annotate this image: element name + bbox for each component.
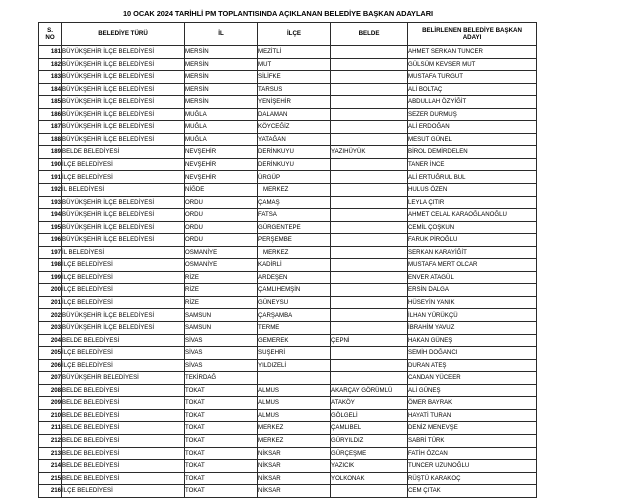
cell-belde [331,83,408,96]
cell-ilce: GÜRGENTEPE [258,221,331,234]
cell-belde [331,209,408,222]
cell-sno: 213 [39,447,62,460]
table-row [39,83,537,96]
cell-belediye-turu: BELDE BELEDİYESİ [62,460,185,473]
cell-aday: DURAN ATEŞ [408,359,537,372]
cell-belediye-turu: İLÇE BELEDİYESİ [62,296,185,309]
column-header-sno-line1: S. [47,26,53,34]
table-row [39,221,537,234]
cell-aday: CEMİL ÇOŞKUN [408,221,537,234]
cell-belediye-turu: BÜYÜKŞEHİR İLÇE BELEDİYESİ [62,96,185,109]
cell-aday: MUSTAFA MERT OLCAR [408,259,537,272]
cell-il: SİVAS [185,347,258,360]
cell-il: TOKAT [185,472,258,485]
cell-il: ORDU [185,234,258,247]
cell-belediye-turu: İL BELEDİYESİ [62,246,185,259]
cell-belde [331,372,408,385]
cell-sno: 186 [39,108,62,121]
table-row [39,58,537,71]
cell-aday: İBRAHİM YAVUZ [408,322,537,335]
cell-belediye-turu: İLÇE BELEDİYESİ [62,359,185,372]
cell-aday: ALİ GÜNEŞ [408,384,537,397]
cell-belediye-turu: İLÇE BELEDİYESİ [62,259,185,272]
cell-belediye-turu: BÜYÜKŞEHİR İLÇE BELEDİYESİ [62,83,185,96]
cell-belediye-turu: BELDE BELEDİYESİ [62,384,185,397]
cell-aday: AHMET SERKAN TUNCER [408,46,537,59]
cell-il: OSMANİYE [185,259,258,272]
cell-sno: 202 [39,309,62,322]
table-row [39,447,537,460]
cell-belde [331,259,408,272]
cell-belde [331,158,408,171]
cell-belediye-turu: BELDE BELEDİYESİ [62,146,185,159]
cell-il: TOKAT [185,460,258,473]
cell-belediye-turu: BELDE BELEDİYESİ [62,334,185,347]
cell-sno: 208 [39,384,62,397]
cell-ilce: YATAĞAN [258,133,331,146]
column-header-belde: BELDE [331,23,408,46]
cell-il: MUĞLA [185,108,258,121]
cell-il: RİZE [185,296,258,309]
cell-ilce: DERİNKUYU [258,146,331,159]
cell-ilce: ALMUS [258,409,331,422]
table-row [39,71,537,84]
table-row [39,121,537,134]
table-row [39,322,537,335]
cell-il: TOKAT [185,434,258,447]
cell-sno: 183 [39,71,62,84]
cell-aday: CANDAN YÜCEER [408,372,537,385]
cell-sno: 191 [39,171,62,184]
cell-belediye-turu: BÜYÜKŞEHİR BELEDİYESİ [62,372,185,385]
table-row [39,384,537,397]
cell-ilce: SİLİFKE [258,71,331,84]
cell-ilce: TARSUS [258,83,331,96]
table-header-row [39,23,537,46]
cell-ilce: GÜNEYSU [258,296,331,309]
cell-sno: 185 [39,96,62,109]
cell-aday: GÜLSÜM KEVSER MUT [408,58,537,71]
cell-belde: ATAKÖY [331,397,408,410]
cell-il: SAMSUN [185,309,258,322]
cell-il: TOKAT [185,485,258,498]
column-header-belediye-turu: BELEDİYE TÜRÜ [62,23,185,46]
cell-aday: HAKAN GÜNEŞ [408,334,537,347]
cell-il: NİĞDE [185,184,258,197]
cell-aday: CEM ÇITAK [408,485,537,498]
table-row [39,434,537,447]
cell-aday: ERSİN DALGA [408,284,537,297]
cell-belde [331,171,408,184]
cell-sno: 215 [39,472,62,485]
cell-sno: 194 [39,209,62,222]
table-body [39,46,537,498]
cell-sno: 196 [39,234,62,247]
cell-belde [331,96,408,109]
table-row [39,359,537,372]
cell-aday: BİROL DEMİRDELEN [408,146,537,159]
table-row [39,422,537,435]
table-row [39,196,537,209]
cell-il: SİVAS [185,359,258,372]
cell-belde: GÖLGELİ [331,409,408,422]
cell-ilce: TERME [258,322,331,335]
table-row [39,234,537,247]
table-row [39,171,537,184]
cell-ilce: MERKEZ [258,434,331,447]
cell-belde [331,196,408,209]
cell-belediye-turu: BELDE BELEDİYESİ [62,434,185,447]
cell-sno: 198 [39,259,62,272]
cell-aday: HÜSEYİN YANIK [408,296,537,309]
cell-sno: 188 [39,133,62,146]
cell-sno: 210 [39,409,62,422]
cell-ilce: DERİNKUYU [258,158,331,171]
page-title: 10 OCAK 2024 TARİHLİ PM TOPLANTISINDA AÇIKLANAN BELEDİYE BAŞKAN ADAYLARI [123,9,433,18]
cell-il: ORDU [185,209,258,222]
cell-aday: İLHAN YÜRÜKÇÜ [408,309,537,322]
cell-belde [331,246,408,259]
cell-il: MERSİN [185,58,258,71]
table-row [39,246,537,259]
table-header [39,23,537,46]
cell-il: NEVŞEHİR [185,158,258,171]
cell-sno: 207 [39,372,62,385]
cell-sno: 197 [39,246,62,259]
cell-ilce: ARDEŞEN [258,271,331,284]
table-row [39,146,537,159]
table-row [39,460,537,473]
cell-aday: FATİH ÖZCAN [408,447,537,460]
cell-belediye-turu: İLÇE BELEDİYESİ [62,171,185,184]
cell-il: ORDU [185,221,258,234]
cell-belediye-turu: BELDE BELEDİYESİ [62,397,185,410]
cell-ilce: MERKEZ [258,246,331,259]
column-header-aday-line2: ADAYI [462,34,482,41]
cell-sno: 181 [39,46,62,59]
table-row [39,158,537,171]
cell-ilce: ALMUS [258,397,331,410]
table-row [39,271,537,284]
cell-sno: 203 [39,322,62,335]
cell-sno: 193 [39,196,62,209]
cell-il: SİVAS [185,334,258,347]
cell-sno: 205 [39,347,62,360]
cell-belde [331,296,408,309]
cell-aday: AHMET CELAL KARAOĞLANOĞLU [408,209,537,222]
cell-il: OSMANİYE [185,246,258,259]
cell-aday: ABDULLAH ÖZYİĞİT [408,96,537,109]
cell-belediye-turu: BÜYÜKŞEHİR İLÇE BELEDİYESİ [62,322,185,335]
cell-il: NEVŞEHİR [185,146,258,159]
cell-belediye-turu: BÜYÜKŞEHİR İLÇE BELEDİYESİ [62,234,185,247]
cell-sno: 201 [39,296,62,309]
table-row [39,334,537,347]
cell-ilce: NİKSAR [258,485,331,498]
cell-belediye-turu: BÜYÜKŞEHİR İLÇE BELEDİYESİ [62,221,185,234]
column-header-sno-line2: NO [45,34,55,41]
cell-belde [331,309,408,322]
cell-belde [331,322,408,335]
cell-belediye-turu: BÜYÜKŞEHİR İLÇE BELEDİYESİ [62,58,185,71]
cell-belediye-turu: İLÇE BELEDİYESİ [62,271,185,284]
cell-belde: YAZICIK [331,460,408,473]
table-row [39,409,537,422]
cell-ilce: MUT [258,58,331,71]
cell-ilce: GEMEREK [258,334,331,347]
cell-il: MERSİN [185,46,258,59]
cell-sno: 184 [39,83,62,96]
cell-belde [331,184,408,197]
cell-il: TOKAT [185,447,258,460]
cell-belediye-turu: BÜYÜKŞEHİR İLÇE BELEDİYESİ [62,133,185,146]
cell-belde [331,133,408,146]
cell-ilce: PERŞEMBE [258,234,331,247]
table-row [39,96,537,109]
cell-ilce: MERKEZ [258,422,331,435]
cell-ilce: FATSA [258,209,331,222]
cell-belde [331,71,408,84]
table-row [39,347,537,360]
table-row [39,296,537,309]
cell-belde [331,271,408,284]
cell-aday: ALİ ERDOĞAN [408,121,537,134]
cell-sno: 195 [39,221,62,234]
cell-aday: SABRİ TÜRK [408,434,537,447]
table-row [39,309,537,322]
cell-il: MERSİN [185,96,258,109]
table-row [39,46,537,59]
cell-belde [331,121,408,134]
cell-aday: HULUS ÖZEN [408,184,537,197]
cell-sno: 200 [39,284,62,297]
cell-ilce: MERKEZ [258,184,331,197]
cell-aday: HAYATİ TURAN [408,409,537,422]
table-row [39,472,537,485]
cell-aday: ENVER ATAGÜL [408,271,537,284]
cell-sno: 211 [39,422,62,435]
cell-ilce: YILDIZELİ [258,359,331,372]
cell-il: TOKAT [185,397,258,410]
cell-belde [331,234,408,247]
cell-aday: TANER İNCE [408,158,537,171]
cell-ilce: ÇARŞAMBA [258,309,331,322]
cell-aday: ALİ ERTUĞRUL BUL [408,171,537,184]
cell-belde [331,347,408,360]
table-row [39,259,537,272]
cell-sno: 216 [39,485,62,498]
table-row [39,372,537,385]
cell-ilce: SUŞEHRİ [258,347,331,360]
cell-aday: DENİZ MENEVŞE [408,422,537,435]
column-header-aday-line1: BELİRLENEN BELEDİYE BAŞKAN [422,26,522,34]
cell-il: SAMSUN [185,322,258,335]
cell-belde [331,284,408,297]
cell-ilce: NİKSAR [258,447,331,460]
cell-belde [331,485,408,498]
cell-sno: 206 [39,359,62,372]
cell-ilce: DALAMAN [258,108,331,121]
cell-belediye-turu: BÜYÜKŞEHİR İLÇE BELEDİYESİ [62,121,185,134]
cell-belediye-turu: BELDE BELEDİYESİ [62,409,185,422]
cell-belediye-turu: İLÇE BELEDİYESİ [62,158,185,171]
cell-il: MERSİN [185,71,258,84]
cell-il: ORDU [185,196,258,209]
cell-sno: 214 [39,460,62,473]
table-row [39,397,537,410]
cell-il: TEKİRDAĞ [185,372,258,385]
cell-sno: 190 [39,158,62,171]
cell-belde: ÇEPNİ [331,334,408,347]
cell-ilce: NİKSAR [258,472,331,485]
cell-belde [331,221,408,234]
cell-ilce: ALMUS [258,384,331,397]
cell-belde: GÜRÇEŞME [331,447,408,460]
cell-aday: LEYLA ÇITIR [408,196,537,209]
cell-ilce: KADİRLİ [258,259,331,272]
cell-belediye-turu: BÜYÜKŞEHİR İLÇE BELEDİYESİ [62,71,185,84]
cell-aday: MUSTAFA TURGUT [408,71,537,84]
cell-belediye-turu: BELDE BELEDİYESİ [62,472,185,485]
cell-belediye-turu: İL BELEDİYESİ [62,184,185,197]
cell-sno: 204 [39,334,62,347]
cell-belde [331,108,408,121]
cell-ilce: MEZİTLİ [258,46,331,59]
candidates-table-container [38,22,522,498]
cell-belde: GÜRYILDIZ [331,434,408,447]
cell-belediye-turu: BÜYÜKŞEHİR İLÇE BELEDİYESİ [62,209,185,222]
cell-belediye-turu: BÜYÜKŞEHİR İLÇE BELEDİYESİ [62,108,185,121]
cell-aday: ALİ BOLTAÇ [408,83,537,96]
cell-ilce: ÇAMAŞ [258,196,331,209]
cell-sno: 189 [39,146,62,159]
cell-ilce: KÖYCEĞİZ [258,121,331,134]
cell-ilce: ÇAMLIHEMŞİN [258,284,331,297]
cell-belde: YOLKONAK [331,472,408,485]
cell-ilce: NİKSAR [258,460,331,473]
cell-aday: SERKAN KARAYİĞİT [408,246,537,259]
cell-sno: 212 [39,434,62,447]
cell-belediye-turu: BELDE BELEDİYESİ [62,447,185,460]
cell-il: TOKAT [185,422,258,435]
cell-aday: ÖMER BAYRAK [408,397,537,410]
cell-sno: 192 [39,184,62,197]
cell-aday: SEZER DURMUŞ [408,108,537,121]
column-header-sno [39,23,62,46]
cell-ilce [258,372,331,385]
cell-belde: AKARÇAY GÖRÜMLÜ [331,384,408,397]
cell-ilce: YENİŞEHİR [258,96,331,109]
cell-il: TOKAT [185,384,258,397]
cell-aday: MESUT GÜNEL [408,133,537,146]
cell-aday: SEMİH DOĞANCI [408,347,537,360]
cell-belediye-turu: İLÇE BELEDİYESİ [62,485,185,498]
candidates-table [38,22,537,498]
table-row [39,133,537,146]
cell-aday: TUNCER UZUNOĞLU [408,460,537,473]
table-row [39,485,537,498]
cell-belde: YAZIHÜYÜK [331,146,408,159]
cell-belde: ÇAMLIBEL [331,422,408,435]
cell-il: RİZE [185,271,258,284]
cell-il: MUĞLA [185,133,258,146]
cell-belediye-turu: BELDE BELEDİYESİ [62,422,185,435]
cell-il: NEVŞEHİR [185,171,258,184]
cell-belde [331,58,408,71]
cell-il: TOKAT [185,409,258,422]
column-header-ilce: İLÇE [258,23,331,46]
column-header-aday [408,23,537,46]
table-row [39,284,537,297]
cell-aday: FARUK PİROĞLU [408,234,537,247]
cell-sno: 199 [39,271,62,284]
cell-il: RİZE [185,284,258,297]
cell-belediye-turu: BÜYÜKŞEHİR İLÇE BELEDİYESİ [62,46,185,59]
cell-sno: 182 [39,58,62,71]
cell-belde [331,46,408,59]
cell-belediye-turu: BÜYÜKŞEHİR İLÇE BELEDİYESİ [62,309,185,322]
cell-ilce: ÜRGÜP [258,171,331,184]
table-row [39,184,537,197]
cell-belediye-turu: İLÇE BELEDİYESİ [62,347,185,360]
cell-il: MERSİN [185,83,258,96]
cell-belde [331,359,408,372]
cell-sno: 187 [39,121,62,134]
table-row [39,209,537,222]
cell-il: MUĞLA [185,121,258,134]
table-row [39,108,537,121]
cell-sno: 209 [39,397,62,410]
cell-aday: RÜŞTÜ KARAKOÇ [408,472,537,485]
cell-belediye-turu: BÜYÜKŞEHİR İLÇE BELEDİYESİ [62,196,185,209]
column-header-il: İL [185,23,258,46]
cell-belediye-turu: İLÇE BELEDİYESİ [62,284,185,297]
